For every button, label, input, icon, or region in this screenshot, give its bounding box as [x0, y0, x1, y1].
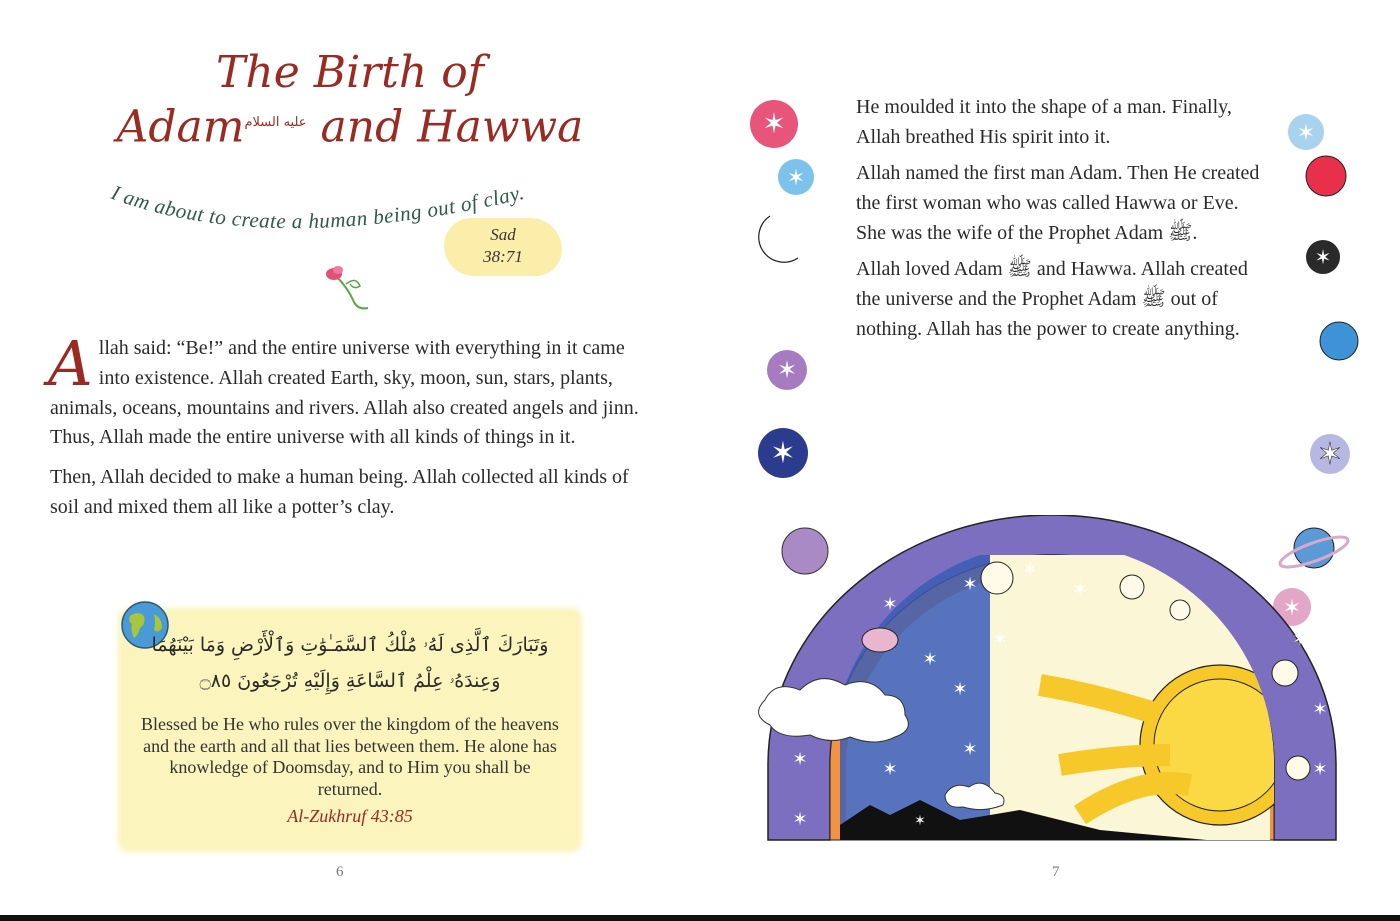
- paragraph-1-text: llah said: “Be!” and the entire universe with everything in it came into existence. Allah created Earth, sky, moon, sun, stars, plants, animals, oceans, mountains and rivers. Allah also created angels and jinn. Thus, Allah made the entire universe with all kinds of things in it.: [50, 337, 639, 449]
- flower-icon: [322, 262, 376, 312]
- svg-text:✶: ✶: [882, 759, 898, 779]
- left-body-text: [48, 327, 660, 533]
- svg-text:✶: ✶: [776, 358, 798, 384]
- quote-ref-verse: 38:71: [483, 247, 523, 266]
- svg-text:✶: ✶: [882, 594, 898, 614]
- navy-star-icon: [756, 426, 810, 480]
- paragraph-5: Allah loved Adam ﷺ and Hawwa. Allah created the universe and the Prophet Adam ﷺ out of nothing. Allah has the power to create anything.: [856, 258, 1248, 340]
- svg-text:✶: ✶: [1314, 247, 1332, 269]
- verse-translation: Blessed be He who rules over the kingdom of the heavens and the earth and all that lies between them. He alone has knowledge of Doomsday, and to Him you shall be returned.: [141, 714, 559, 799]
- periwinkle-star-icon: [1306, 430, 1354, 478]
- title-adam: Adam: [116, 101, 245, 153]
- quote-text: I am about to create a human being out of clay.: [108, 179, 527, 234]
- svg-text:✶: ✶: [1072, 579, 1088, 599]
- svg-text:✶: ✶: [770, 437, 796, 470]
- paragraph-3: He moulded it into the shape of a man. Finally, Allah breathed His spirit into it.: [856, 96, 1232, 148]
- svg-text:✶: ✶: [1312, 699, 1328, 719]
- svg-text:✶: ✶: [1282, 595, 1302, 620]
- paragraph-4: Allah named the first man Adam. Then He created the first woman who was called Hawwa or Eve. She was the wife of the Prophet Adam ﷺ.: [856, 162, 1260, 244]
- pink-star-icon: [748, 98, 800, 150]
- honorific-glyph: عليه السلام: [244, 115, 307, 130]
- blue-star-icon: [776, 157, 816, 197]
- svg-text:✶: ✶: [792, 749, 808, 769]
- left-page: [0, 0, 700, 915]
- blue-planet-icon: [1318, 320, 1360, 362]
- quote-reference-cloud: [444, 218, 562, 276]
- crescent-moon-icon: [748, 212, 802, 270]
- verse-arabic-line-1: وَتَبَارَكَ ٱلَّذِى لَهُۥ مُلْكُ ٱلسَّمَـٰوَٰتِ وَٱلْأَرْضِ وَمَا بَيْنَهُمَا: [151, 634, 549, 656]
- svg-text:✶: ✶: [786, 165, 806, 190]
- page-number-left: 6: [336, 864, 344, 880]
- light-blue-star-icon: [1286, 112, 1326, 152]
- paragraph-1: [48, 327, 660, 453]
- red-planet-icon: [1304, 154, 1348, 198]
- svg-text:✶: ✶: [1296, 120, 1316, 145]
- drop-cap: A: [48, 327, 93, 400]
- svg-text:✶: ✶: [952, 679, 968, 699]
- purple-star-icon: [765, 348, 809, 392]
- svg-text:✶: ✶: [992, 629, 1008, 649]
- quote-ref-surah: Sad: [490, 225, 516, 244]
- svg-text:✶: ✶: [1292, 629, 1308, 649]
- svg-text:✶: ✶: [762, 109, 786, 140]
- svg-text:✶: ✶: [792, 809, 808, 829]
- svg-text:✶: ✶: [1312, 759, 1328, 779]
- svg-text:✶: ✶: [922, 649, 938, 669]
- title-line-1: The Birth of: [216, 47, 484, 98]
- verse-reference: Al-Zukhruf 43:85: [287, 806, 413, 826]
- svg-text:✶: ✶: [962, 574, 978, 594]
- svg-text:✶: ✶: [1317, 438, 1343, 471]
- right-body-text: [856, 92, 1266, 350]
- page-title: [100, 48, 600, 153]
- paragraph-2: Then, Allah decided to make a human being. Allah collected all kinds of soil and mixed them all like a potter’s clay.: [50, 466, 629, 518]
- svg-text:✶: ✶: [914, 814, 926, 829]
- bottom-bar: [0, 915, 1400, 921]
- svg-text:✶: ✶: [962, 739, 978, 759]
- svg-text:✶: ✶: [1022, 559, 1038, 579]
- page-number-right: 7: [1052, 864, 1060, 880]
- verse-arabic-line-2: وَعِندَهُۥ عِلْمُ ٱلسَّاعَةِ وَإِلَيْهِ تُرْجَعُونَ ۝٨٥: [199, 670, 501, 692]
- black-star-icon: [1304, 238, 1342, 276]
- title-line-2: [100, 98, 600, 153]
- title-and-hawwa: and Hawwa: [306, 101, 584, 153]
- sun-arch-illustration: [740, 515, 1370, 845]
